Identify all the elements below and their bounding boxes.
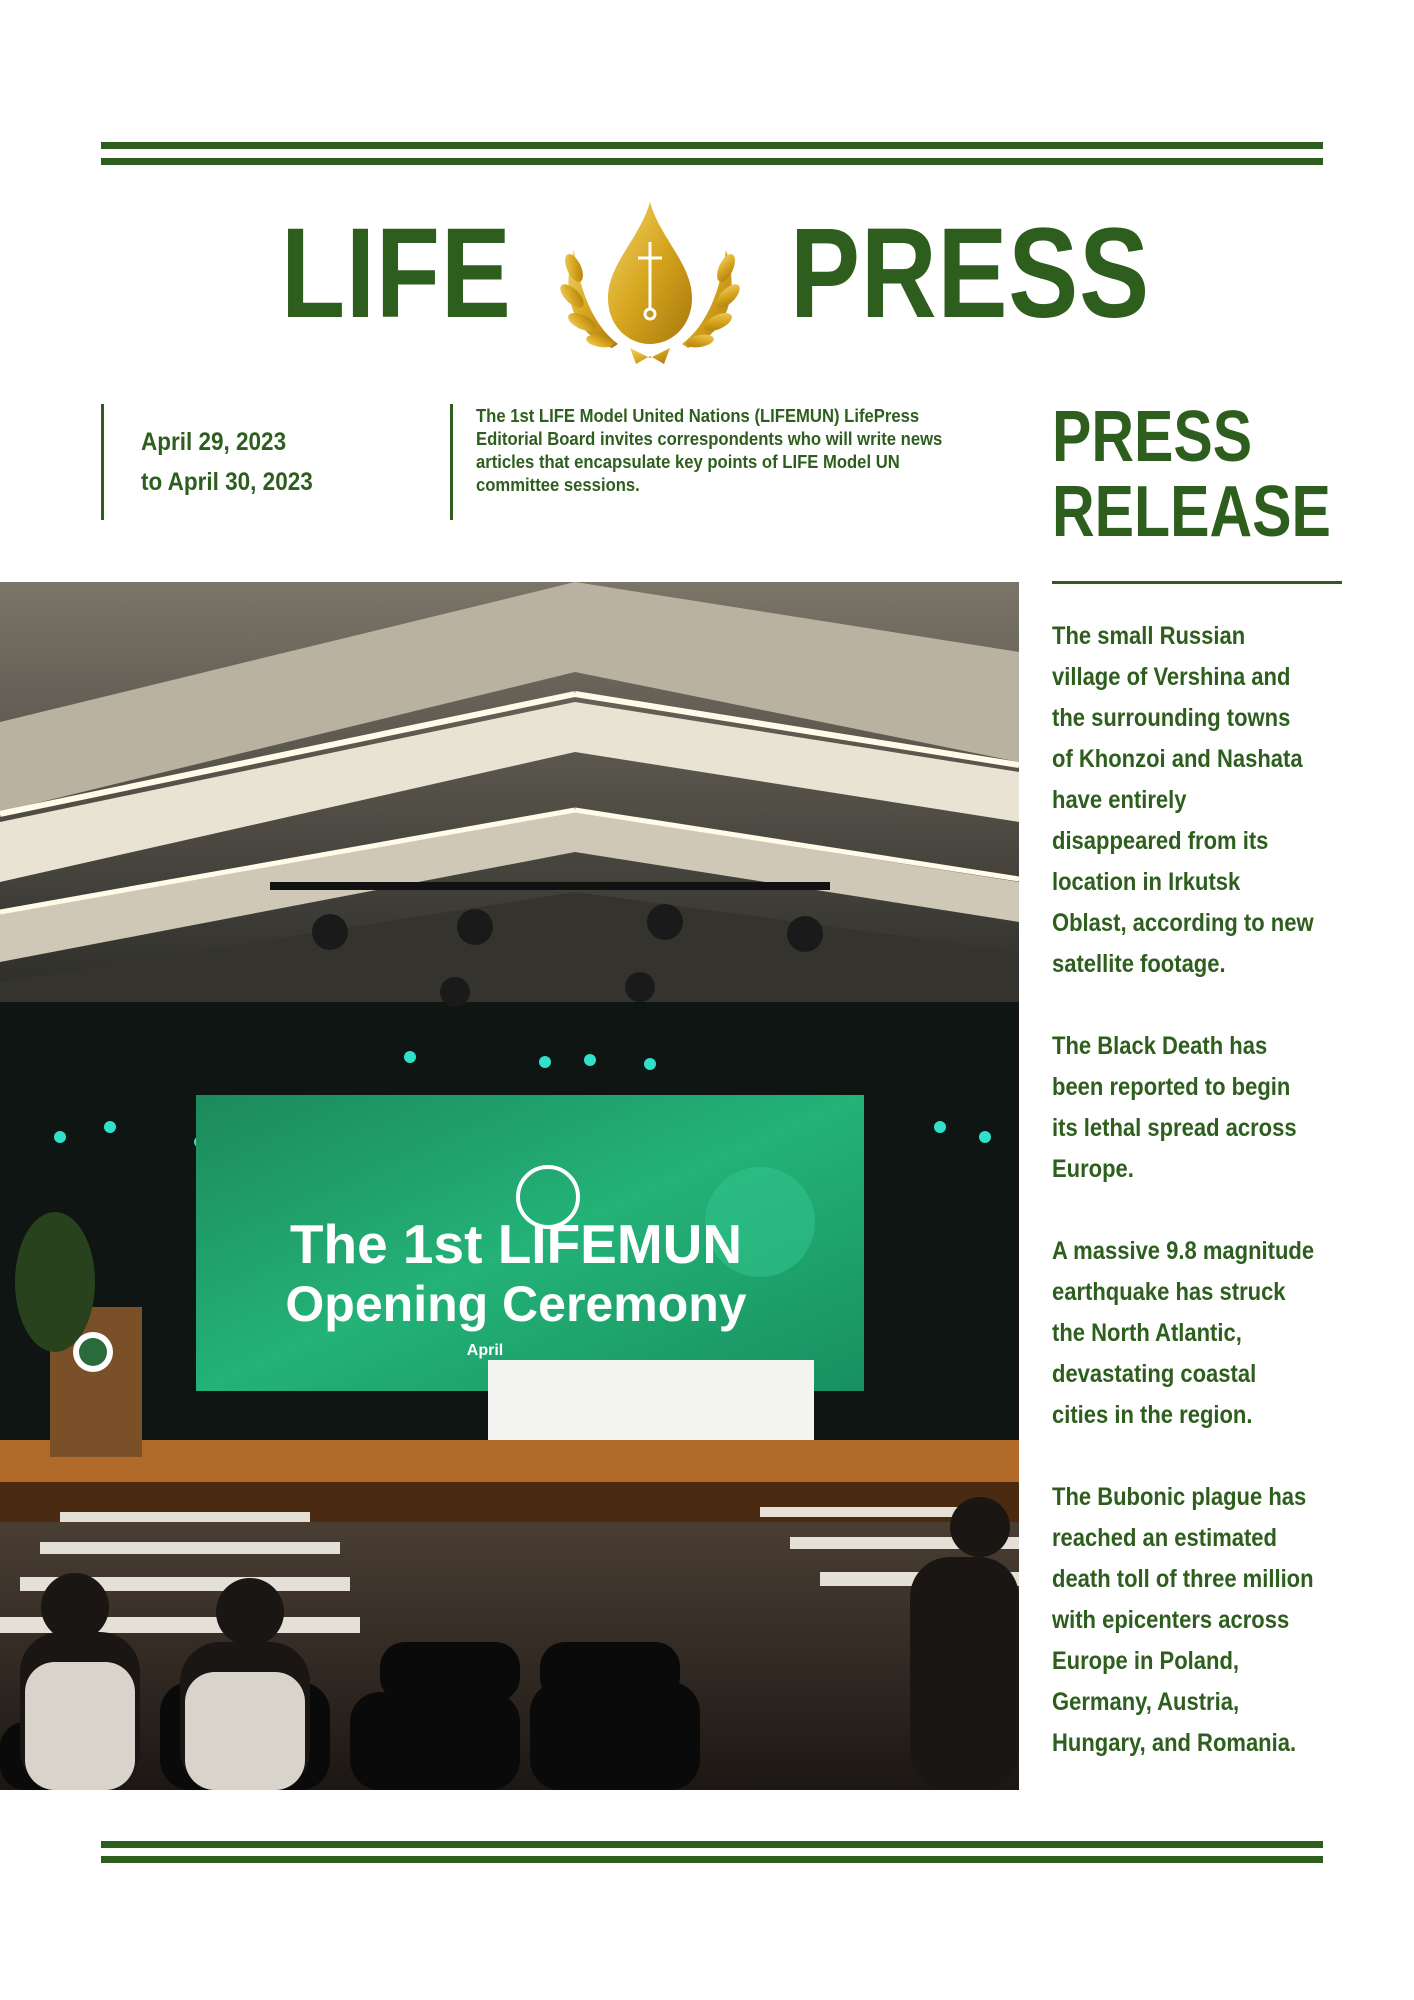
screen-title-line-1: The 1st LIFEMUN: [289, 1213, 743, 1275]
news-item: The Black Death has been reported to begin its lethal spread across Europe.: [1052, 1032, 1297, 1183]
date-line-1: April 29, 2023: [141, 428, 287, 456]
news-item: The small Russian village of Vershina and the surrounding towns of Khonzoi and Nashata have entirely disappeared from its location in Irkutsk Oblast, according to new satellite footage.: [1052, 622, 1314, 978]
date-line-2: to April 30, 2023: [141, 468, 313, 496]
event-dates: [141, 422, 313, 502]
date-divider: [101, 404, 104, 520]
intro-paragraph: The 1st LIFE Model United Nations (LIFEMUN) LifePress Editorial Board invites correspondents who will write news articles that encapsulate key points of LIFE Model UN committee sessions.: [476, 405, 943, 495]
press-release-title-line-1: PRESS: [1052, 397, 1253, 477]
bottom-rule-1: [101, 1841, 1323, 1848]
press-release-rule: [1052, 581, 1342, 584]
masthead-right-word: PRESS: [790, 202, 1150, 345]
news-item: A massive 9.8 magnitude earthquake has struck the North Atlantic, devastating coastal cities in the region.: [1052, 1237, 1315, 1429]
lifemun-emblem-icon: [552, 198, 748, 366]
screen-date: April: [466, 1342, 504, 1359]
event-photo: [0, 582, 1019, 1790]
news-item: The Bubonic plague has reached an estimated death toll of three million with epicenters across Europe in Poland, Germany, Austria, Hungary, and Romania.: [1052, 1483, 1314, 1757]
intro-divider: [450, 404, 453, 520]
press-release-title-line-2: RELEASE: [1052, 472, 1331, 552]
press-release-title: [1052, 397, 1331, 552]
auditorium-illustration: [0, 582, 1019, 1790]
top-rule-1: [101, 142, 1323, 149]
top-rule-2: [101, 158, 1323, 165]
masthead-left-word: LIFE: [281, 202, 512, 345]
screen-title-line-2: Opening Ceremony: [285, 1276, 747, 1332]
bottom-rule-2: [101, 1856, 1323, 1863]
